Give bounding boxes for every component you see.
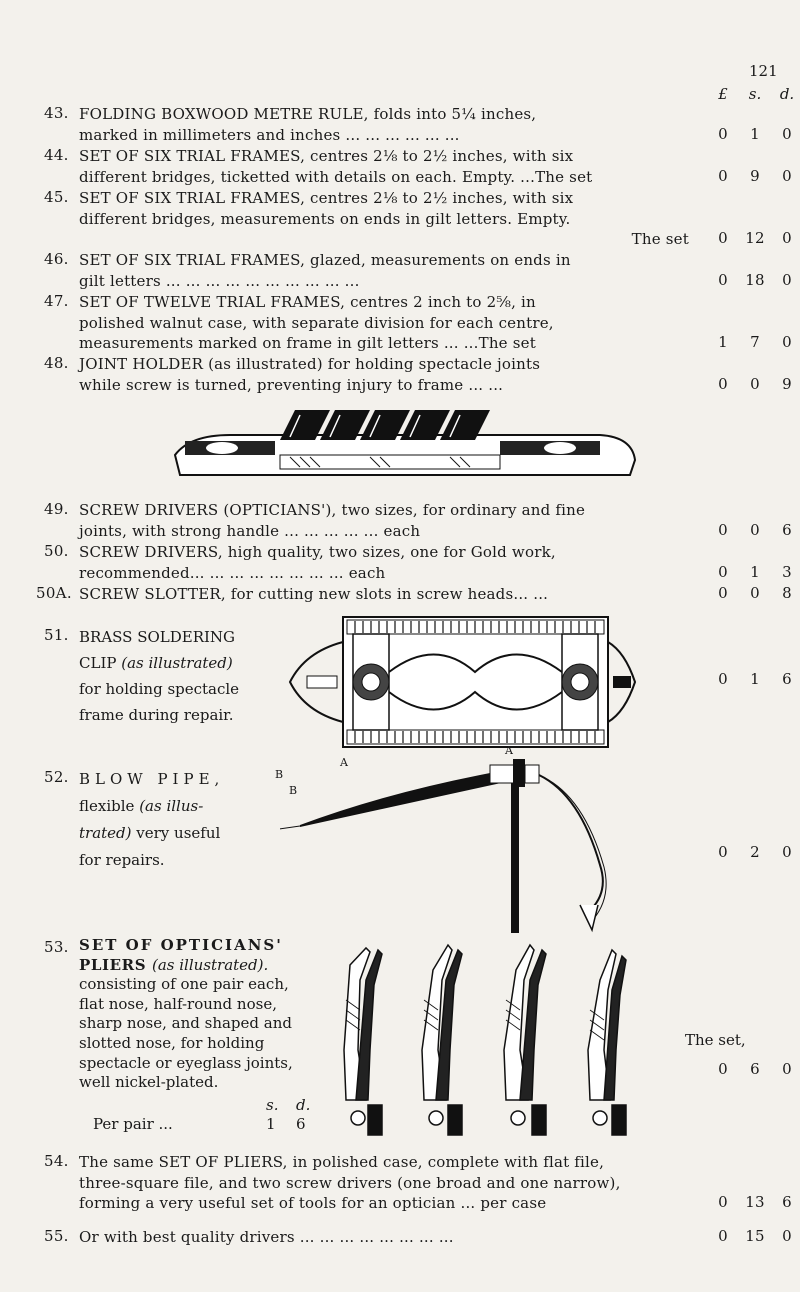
blow-pipe-illustration <box>280 755 620 935</box>
item-50a-number: 50A. <box>36 584 72 602</box>
price-shillings: 18 <box>745 271 765 289</box>
price-pence: 0 <box>782 229 792 247</box>
page-number: 121 <box>749 62 778 80</box>
price-pounds: 0 <box>718 1060 728 1078</box>
item-51-line-2b: (as illustrated) <box>121 654 233 672</box>
item-55-line-1: Or with best quality drivers ... ... ... ... ... ... ... ... <box>79 1228 454 1246</box>
item-53-line-3: consisting of one pair each, <box>79 975 289 994</box>
item-52-line-3a: trated) <box>79 824 132 842</box>
item-52-title: BLOW PIPE, <box>79 770 225 788</box>
item-55-number: 55. <box>44 1227 69 1245</box>
item-54-line-3: forming a very useful set of tools for an optician ... per case <box>79 1194 547 1212</box>
price-pounds: 1 <box>718 333 728 351</box>
price-shillings: 2 <box>750 843 760 861</box>
price-pounds: 0 <box>718 1227 728 1245</box>
price-shillings: 9 <box>750 167 760 185</box>
item-50a-text <box>79 584 689 605</box>
item-46-number: 46. <box>44 250 69 268</box>
price-pounds: 0 <box>718 1193 728 1211</box>
item-52-line-2 <box>79 793 224 820</box>
item-51-line-2 <box>79 650 239 676</box>
pence-header: d. <box>779 85 795 103</box>
pliers-illustration <box>338 940 683 1140</box>
price-pence: 0 <box>782 125 792 143</box>
item-51-title: BRASS SOLDERING <box>79 628 236 646</box>
item-53-pair-pence: 6 <box>296 1115 306 1133</box>
item-53-the-set: The set, <box>685 1031 746 1049</box>
item-53-line-2a: PLIERS <box>79 955 152 974</box>
item-53-line-8: well nickel-plated. <box>79 1073 219 1092</box>
item-52-line-2a: flexible <box>79 797 140 815</box>
price-shillings: 1 <box>750 563 760 581</box>
price-pounds: 0 <box>718 271 728 289</box>
item-53-per-pair: Per pair ... <box>93 1115 173 1133</box>
item-51-number: 51. <box>44 626 69 644</box>
blow-pipe-label-b2: B <box>289 784 298 797</box>
plier-1 <box>344 948 382 1135</box>
item-54-line-2: three-square file, and two screw drivers (one broad and one narrow), <box>79 1173 621 1192</box>
item-47-number: 47. <box>44 292 69 310</box>
item-47-line-1: SET OF TWELVE TRIAL FRAMES, centres 2 inch to 2⅝, in <box>79 293 536 311</box>
price-pounds: 0 <box>718 670 728 688</box>
item-54-text <box>79 1152 689 1214</box>
price-pence: 6 <box>782 521 792 539</box>
item-54-line-1: The same SET OF PLIERS, in polished case, complete with flat file, <box>79 1153 605 1171</box>
item-52-line-4: for repairs. <box>79 851 165 869</box>
item-46-line-2: gilt letters ... ... ... ... ... ... ... ... ... ... <box>79 271 360 290</box>
item-48-text <box>79 354 689 395</box>
item-55-text <box>79 1227 689 1248</box>
item-46-text <box>79 250 689 291</box>
shillings-header: s. <box>748 85 762 103</box>
item-47-line-2: polished walnut case, with separate division for each centre, <box>79 313 554 332</box>
item-46-line-1: SET OF SIX TRIAL FRAMES, glazed, measurements on ends in <box>79 251 571 269</box>
item-53-line-5: sharp nose, and shaped and <box>79 1014 292 1033</box>
item-53-line-7: spectacle or eyeglass joints, <box>79 1053 293 1072</box>
item-50-text <box>79 542 689 583</box>
blow-pipe-label-a1: A <box>340 756 348 769</box>
pounds-header: £ <box>718 85 728 103</box>
price-shillings: 6 <box>750 1060 760 1078</box>
price-pence: 6 <box>782 1193 792 1211</box>
item-48-line-2: while screw is turned, preventing injury to frame ... ... <box>79 375 504 394</box>
price-pence: 0 <box>782 167 792 185</box>
price-pounds: 0 <box>718 521 728 539</box>
item-45-text <box>79 188 689 250</box>
item-47-line-3: measurements marked on frame in gilt letters ... ...The set <box>79 334 536 352</box>
item-43-line-2: marked in millimeters and inches ... ... ... ... ... ... <box>79 125 460 144</box>
item-53-sub-d: d. <box>296 1096 311 1114</box>
price-pence: 0 <box>782 271 792 289</box>
item-52-line-2b: (as illus- <box>139 797 204 815</box>
price-shillings: 0 <box>750 521 760 539</box>
item-45-line-1: SET OF SIX TRIAL FRAMES, centres 2⅛ to 2½ inches, with six <box>79 189 574 207</box>
price-pounds: 0 <box>718 125 728 143</box>
item-52-number: 52. <box>44 768 69 786</box>
price-shillings: 1 <box>750 125 760 143</box>
price-pence: 0 <box>782 333 792 351</box>
item-43-text <box>79 104 689 145</box>
price-pence: 0 <box>782 843 792 861</box>
item-50-line-1: SCREW DRIVERS, high quality, two sizes, one for Gold work, <box>79 543 556 561</box>
price-pounds: 0 <box>718 563 728 581</box>
item-51-line-3: for holding spectacle <box>79 680 240 698</box>
item-44-text <box>79 146 689 187</box>
item-53-text <box>79 936 334 1093</box>
price-shillings: 7 <box>750 333 760 351</box>
price-pence: 8 <box>782 584 792 602</box>
plier-3 <box>504 945 546 1135</box>
plier-4 <box>588 950 626 1135</box>
price-pence: 6 <box>782 670 792 688</box>
item-53-number: 53. <box>44 938 69 956</box>
plier-2 <box>422 945 462 1135</box>
item-49-number: 49. <box>44 500 69 518</box>
item-52-line-3b: very useful <box>131 824 221 842</box>
item-50a-line-1: SCREW SLOTTER, for cutting new slots in screw heads... ... <box>79 585 549 603</box>
price-pence: 0 <box>782 1227 792 1245</box>
item-50-number: 50. <box>44 542 69 560</box>
item-45-number: 45. <box>44 188 69 206</box>
item-50-line-2: recommended... ... ... ... ... ... ... ... each <box>79 563 386 582</box>
item-44-line-2: different bridges, ticketted with details on each. Empty. ...The set <box>79 167 593 186</box>
item-44-number: 44. <box>44 146 69 164</box>
item-53-line-4: flat nose, half-round nose, <box>79 994 277 1013</box>
item-52-line-3 <box>79 820 224 847</box>
item-45-line-3: The set <box>631 230 689 248</box>
price-pounds: 0 <box>718 375 728 393</box>
soldering-clip-illustration <box>285 612 640 752</box>
item-51-text <box>79 624 239 728</box>
item-45-line-2: different bridges, measurements on ends in gilt letters. Empty. <box>79 209 571 228</box>
item-51-line-4: frame during repair. <box>79 706 234 724</box>
blow-pipe-label-a2: A <box>505 744 513 757</box>
item-43-line-1: FOLDING BOXWOOD METRE RULE, folds into 5¼ inches, <box>79 105 537 123</box>
item-53-line-2 <box>79 956 334 976</box>
item-49-text <box>79 500 689 541</box>
price-pence: 0 <box>782 1060 792 1078</box>
price-shillings: 15 <box>745 1227 765 1245</box>
price-pounds: 0 <box>718 584 728 602</box>
item-48-line-1: JOINT HOLDER (as illustrated) for holding spectacle joints <box>79 355 541 373</box>
item-54-number: 54. <box>44 1152 69 1170</box>
item-53-line-2b: (as illustrated). <box>152 955 269 974</box>
price-pounds: 0 <box>718 229 728 247</box>
price-pounds: 0 <box>718 167 728 185</box>
item-49-line-2: joints, with strong handle ... ... ... ... ... each <box>79 521 421 540</box>
item-52-text <box>79 766 224 874</box>
price-shillings: 0 <box>750 584 760 602</box>
blow-pipe-label-b1: B <box>275 768 284 781</box>
item-53-line-1: SET OF OPTICIANS' <box>79 936 283 954</box>
item-53-pair-shillings: 1 <box>266 1115 276 1133</box>
price-shillings: 0 <box>750 375 760 393</box>
price-shillings: 1 <box>750 670 760 688</box>
price-pence: 9 <box>782 375 792 393</box>
item-47-text <box>79 292 689 354</box>
price-shillings: 12 <box>745 229 765 247</box>
item-43-number: 43. <box>44 104 69 122</box>
item-51-line-2a: CLIP <box>79 654 122 672</box>
price-shillings: 13 <box>745 1193 765 1211</box>
item-53-sub-s: s. <box>266 1096 279 1114</box>
item-48-number: 48. <box>44 354 69 372</box>
item-44-line-1: SET OF SIX TRIAL FRAMES, centres 2⅛ to 2½ inches, with six <box>79 147 574 165</box>
price-pence: 3 <box>782 563 792 581</box>
joint-holder-illustration <box>170 405 640 485</box>
item-49-line-1: SCREW DRIVERS (OPTICIANS'), two sizes, for ordinary and fine <box>79 501 586 519</box>
price-pounds: 0 <box>718 843 728 861</box>
item-53-line-6: slotted nose, for holding <box>79 1033 265 1052</box>
